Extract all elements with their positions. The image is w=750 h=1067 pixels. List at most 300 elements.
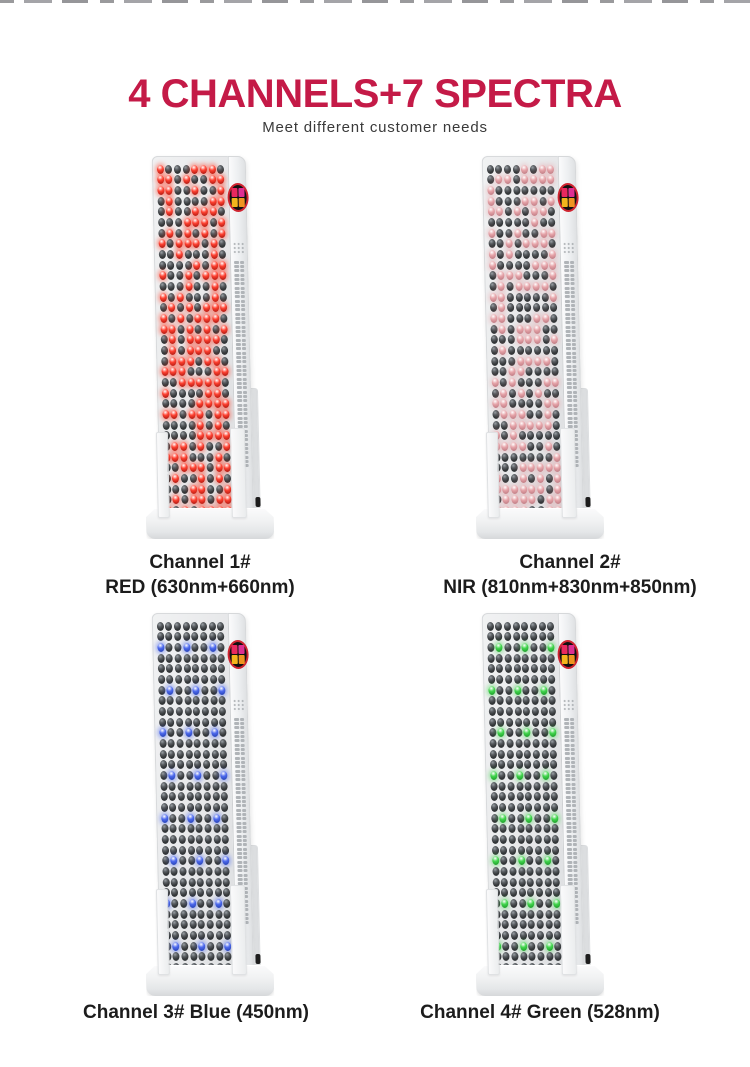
led-off — [175, 654, 182, 663]
led-off — [501, 431, 508, 440]
led-on — [550, 293, 557, 302]
led-on — [509, 378, 516, 387]
led-off — [221, 357, 228, 366]
led-on — [188, 410, 195, 419]
led-on — [222, 856, 229, 865]
led-off — [492, 867, 499, 876]
led-off — [529, 952, 536, 961]
led-off — [516, 303, 523, 312]
display-button — [238, 655, 244, 664]
led-off — [514, 696, 521, 705]
led-off — [203, 750, 210, 759]
led-off — [189, 920, 196, 929]
led-off — [171, 399, 178, 408]
led-off — [530, 622, 537, 631]
led-off — [184, 696, 191, 705]
led-off — [194, 760, 201, 769]
vent-unit — [567, 861, 577, 872]
led-off — [519, 910, 526, 919]
led-off — [168, 760, 175, 769]
led-on — [183, 643, 190, 652]
led-off — [553, 867, 560, 876]
led-off — [175, 686, 182, 695]
led-off — [201, 664, 208, 673]
led-off — [517, 835, 524, 844]
product-figure-channel-4 — [458, 607, 688, 1002]
led-on — [511, 485, 518, 494]
led-off — [535, 410, 542, 419]
led-off — [510, 453, 517, 462]
led-off — [507, 282, 514, 291]
led-off — [195, 325, 202, 334]
led-off — [181, 942, 188, 951]
led-off — [541, 739, 548, 748]
led-on — [198, 942, 205, 951]
led-off — [524, 293, 531, 302]
led-off — [516, 314, 523, 323]
led-on — [528, 485, 535, 494]
led-off — [207, 931, 214, 940]
led-off — [490, 325, 497, 334]
led-off — [552, 367, 559, 376]
led-on — [509, 367, 516, 376]
led-on — [170, 367, 177, 376]
led-off — [492, 389, 499, 398]
led-off — [543, 835, 550, 844]
led-off — [175, 664, 182, 673]
led-off — [499, 335, 506, 344]
led-off — [526, 846, 533, 855]
led-off — [528, 920, 535, 929]
led-off — [186, 771, 193, 780]
led-off — [551, 325, 558, 334]
led-off — [501, 878, 508, 887]
led-on — [211, 282, 218, 291]
led-off — [180, 878, 187, 887]
led-off — [523, 718, 530, 727]
led-off — [500, 357, 507, 366]
led-off — [540, 707, 547, 716]
led-on — [543, 378, 550, 387]
channel-wavelengths: NIR (810nm+830nm+850nm) — [443, 577, 697, 598]
led-off — [214, 878, 221, 887]
led-off — [508, 782, 515, 791]
led-on — [496, 175, 503, 184]
led-on — [211, 293, 218, 302]
page-subtitle: Meet different customer needs — [262, 119, 488, 136]
led-off — [547, 632, 554, 641]
led-on — [510, 431, 517, 440]
led-off — [184, 707, 191, 716]
led-off — [177, 303, 184, 312]
led-off — [170, 389, 177, 398]
led-off — [169, 792, 176, 801]
led-on — [197, 410, 204, 419]
led-on — [520, 474, 527, 483]
led-on — [192, 186, 199, 195]
led-off — [522, 186, 529, 195]
led-off — [161, 357, 168, 366]
led-off — [209, 186, 216, 195]
led-off — [201, 675, 208, 684]
led-off — [531, 654, 538, 663]
led-off — [166, 664, 173, 673]
led-off — [180, 421, 187, 430]
led-on — [547, 175, 554, 184]
led-off — [160, 760, 167, 769]
led-off — [171, 421, 178, 430]
led-on — [213, 367, 220, 376]
led-off — [491, 367, 498, 376]
led-on — [215, 474, 222, 483]
led-off — [179, 867, 186, 876]
led-off — [528, 474, 535, 483]
led-off — [549, 707, 556, 716]
led-off — [519, 453, 526, 462]
led-off — [549, 696, 556, 705]
led-on — [198, 463, 205, 472]
led-on — [522, 643, 529, 652]
led-off — [543, 346, 550, 355]
led-on — [492, 856, 499, 865]
led-off — [211, 739, 218, 748]
led-on — [201, 207, 208, 216]
led-off — [522, 207, 529, 216]
led-off — [200, 643, 207, 652]
led-on — [183, 175, 190, 184]
led-off — [543, 824, 550, 833]
led-off — [171, 431, 178, 440]
led-off — [516, 792, 523, 801]
led-off — [551, 803, 558, 812]
led-off — [498, 760, 505, 769]
led-off — [184, 207, 191, 216]
led-off — [523, 707, 530, 716]
led-off — [167, 250, 174, 259]
led-off — [490, 303, 497, 312]
led-off — [552, 835, 559, 844]
led-off — [553, 410, 560, 419]
led-off — [535, 399, 542, 408]
led-off — [507, 760, 514, 769]
led-on — [542, 771, 549, 780]
led-off — [158, 675, 165, 684]
led-on — [498, 271, 505, 280]
led-off — [514, 250, 521, 259]
led-off — [188, 856, 195, 865]
led-off — [527, 431, 534, 440]
vent-unit — [235, 300, 245, 311]
led-on — [158, 239, 165, 248]
led-off — [172, 931, 179, 940]
led-off — [491, 346, 498, 355]
led-on — [176, 250, 183, 259]
led-on — [500, 814, 507, 823]
led-on — [167, 686, 174, 695]
led-off — [198, 910, 205, 919]
led-on — [500, 389, 507, 398]
led-off — [545, 910, 552, 919]
led-off — [503, 942, 510, 951]
led-on — [187, 346, 194, 355]
led-off — [500, 835, 507, 844]
led-on — [534, 357, 541, 366]
led-off — [516, 782, 523, 791]
led-off — [201, 239, 208, 248]
led-off — [523, 229, 530, 238]
led-off — [210, 218, 217, 227]
led-off — [524, 750, 531, 759]
led-on — [198, 485, 205, 494]
led-off — [533, 771, 540, 780]
led-off — [544, 878, 551, 887]
led-off — [502, 910, 509, 919]
led-on — [215, 453, 222, 462]
channel-name: Channel 1# — [149, 552, 251, 573]
led-off — [541, 728, 548, 737]
led-off — [525, 803, 532, 812]
led-on — [548, 197, 555, 206]
led-on — [162, 389, 169, 398]
led-off — [189, 431, 196, 440]
led-off — [205, 846, 212, 855]
vent-unit — [564, 261, 574, 272]
vent-unit — [236, 326, 246, 337]
led-off — [179, 399, 186, 408]
led-off — [487, 632, 494, 641]
led-off — [551, 357, 558, 366]
led-off — [218, 654, 225, 663]
led-off — [534, 814, 541, 823]
led-on — [218, 229, 225, 238]
led-on — [197, 431, 204, 440]
led-on — [169, 335, 176, 344]
led-off — [532, 250, 539, 259]
led-off — [522, 664, 529, 673]
vent-unit — [568, 874, 578, 885]
led-off — [190, 931, 197, 940]
led-off — [511, 463, 518, 472]
led-on — [492, 399, 499, 408]
led-off — [533, 293, 540, 302]
led-off — [496, 664, 503, 673]
led-off — [517, 803, 524, 812]
led-off — [541, 293, 548, 302]
led-off — [492, 421, 499, 430]
led-on — [193, 261, 200, 270]
led-off — [194, 293, 201, 302]
led-off — [550, 760, 557, 769]
led-on — [204, 346, 211, 355]
led-off — [201, 686, 208, 695]
vent-unit — [564, 274, 574, 285]
led-off — [490, 782, 497, 791]
led-off — [222, 835, 229, 844]
led-off — [215, 442, 222, 451]
vent-unit — [565, 287, 575, 298]
led-off — [221, 346, 228, 355]
vent-unit — [238, 874, 248, 885]
led-off — [177, 760, 184, 769]
led-off — [545, 931, 552, 940]
led-off — [161, 824, 168, 833]
led-off — [513, 197, 520, 206]
led-off — [527, 410, 534, 419]
led-off — [160, 771, 167, 780]
led-on — [520, 942, 527, 951]
led-off — [505, 197, 512, 206]
led-off — [194, 282, 201, 291]
product-figure-channel-2 — [458, 150, 688, 545]
led-on — [203, 325, 210, 334]
led-off — [185, 293, 192, 302]
led-off — [502, 931, 509, 940]
vent-unit — [566, 796, 576, 807]
led-on — [166, 197, 173, 206]
led-off — [186, 782, 193, 791]
led-off — [518, 867, 525, 876]
led-off — [514, 664, 521, 673]
led-on — [517, 357, 524, 366]
led-off — [515, 261, 522, 270]
led-off — [183, 654, 190, 663]
led-on — [201, 218, 208, 227]
led-off — [498, 739, 505, 748]
led-on — [160, 325, 167, 334]
led-on — [217, 175, 224, 184]
led-on — [529, 495, 536, 504]
led-off — [162, 835, 169, 844]
led-off — [538, 622, 545, 631]
led-off — [551, 346, 558, 355]
led-off — [167, 707, 174, 716]
led-off — [509, 824, 516, 833]
led-off — [526, 389, 533, 398]
led-off — [184, 664, 191, 673]
led-on — [498, 728, 505, 737]
led-on — [220, 771, 227, 780]
led-on — [186, 335, 193, 344]
led-off — [206, 442, 213, 451]
led-on — [220, 303, 227, 312]
led-off — [214, 856, 221, 865]
led-off — [536, 442, 543, 451]
led-on — [499, 325, 506, 334]
led-off — [490, 750, 497, 759]
led-on — [519, 442, 526, 451]
led-on — [209, 175, 216, 184]
led-off — [491, 824, 498, 833]
panel-label-channel-1 — [30, 550, 370, 600]
vent-unit — [567, 378, 577, 389]
led-off — [491, 814, 498, 823]
vent-unit — [234, 261, 244, 272]
led-on — [199, 495, 206, 504]
led-off — [162, 846, 169, 855]
vent-unit — [237, 835, 247, 846]
vent-unit — [234, 731, 244, 742]
led-on — [518, 421, 525, 430]
led-on — [211, 728, 218, 737]
led-off — [516, 760, 523, 769]
led-off — [202, 707, 209, 716]
led-on — [172, 442, 179, 451]
led-on — [212, 314, 219, 323]
vent-unit — [235, 770, 245, 781]
led-off — [213, 803, 220, 812]
led-on — [538, 165, 545, 174]
led-off — [172, 910, 179, 919]
led-off — [171, 878, 178, 887]
display-button — [231, 645, 237, 654]
led-off — [518, 878, 525, 887]
led-on — [509, 410, 516, 419]
led-off — [492, 846, 499, 855]
led-on — [192, 218, 199, 227]
led-on — [223, 410, 230, 419]
panel-label-channel-4 — [370, 1000, 710, 1025]
led-off — [523, 261, 530, 270]
led-off — [179, 824, 186, 833]
led-off — [183, 622, 190, 631]
led-off — [176, 718, 183, 727]
channel-name: Channel 2# — [519, 552, 621, 573]
stand-clamp-left — [486, 889, 500, 975]
led-off — [202, 250, 209, 259]
led-on — [173, 495, 180, 504]
led-off — [203, 771, 210, 780]
vent-unit — [564, 731, 574, 742]
led-on — [544, 856, 551, 865]
led-off — [212, 792, 219, 801]
led-off — [161, 346, 168, 355]
led-on — [159, 728, 166, 737]
led-off — [203, 782, 210, 791]
led-off — [222, 824, 229, 833]
led-off — [499, 792, 506, 801]
led-on — [190, 495, 197, 504]
led-off — [510, 899, 517, 908]
led-on — [170, 357, 177, 366]
led-on — [526, 814, 533, 823]
led-on — [499, 346, 506, 355]
led-off — [545, 920, 552, 929]
led-off — [175, 207, 182, 216]
led-off — [504, 622, 511, 631]
led-off — [213, 835, 220, 844]
display-button — [561, 188, 567, 197]
led-off — [513, 632, 520, 641]
led-panel-render — [454, 607, 693, 1002]
led-off — [161, 792, 168, 801]
control-display-icon — [227, 183, 249, 212]
led-off — [215, 910, 222, 919]
vent-unit — [237, 378, 247, 389]
led-off — [504, 186, 511, 195]
led-on — [169, 771, 176, 780]
led-off — [220, 282, 227, 291]
led-off — [183, 632, 190, 641]
led-off — [539, 197, 546, 206]
led-on — [203, 314, 210, 323]
led-off — [541, 271, 548, 280]
led-on — [157, 175, 164, 184]
led-off — [161, 803, 168, 812]
led-off — [524, 760, 531, 769]
led-off — [496, 197, 503, 206]
led-off — [537, 920, 544, 929]
led-off — [544, 888, 551, 897]
